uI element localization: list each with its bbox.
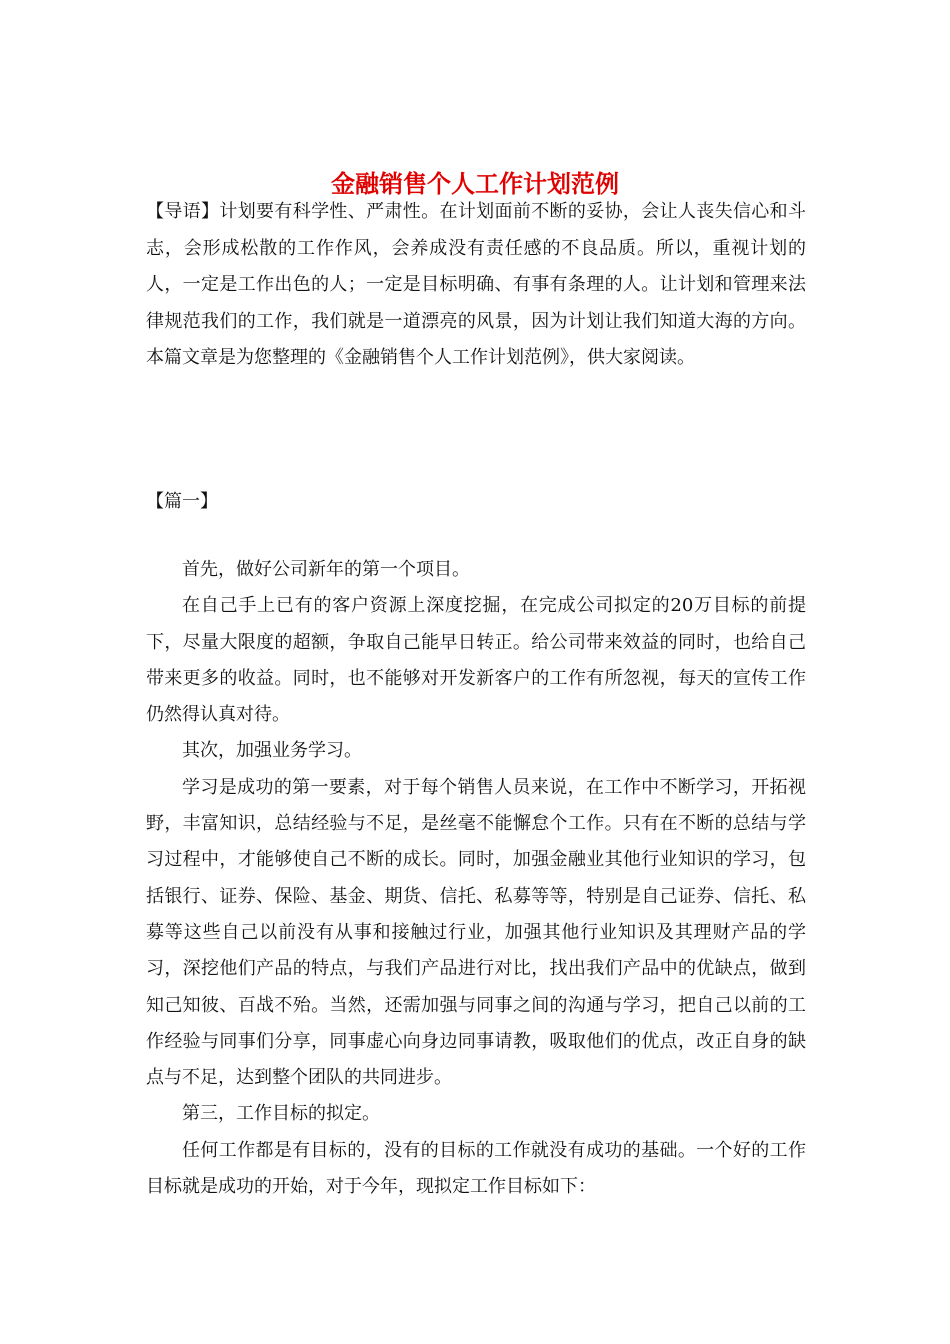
body-text xyxy=(146,552,806,1205)
body-paragraph: 首先，做好公司新年的第一个项目。 xyxy=(182,559,470,580)
body-paragraph: 学习是成功的第一要素，对于每个销售人员来说，在工作中不断学习，开拓视野，丰富知识，总结经验与不足，是丝毫不能懈怠个工作。只有在不断的总结与学习过程中，才能够使自己不断的成长。同时，加强金融业其他行业知识的学习，包括银行、证券、保险、基金、期货、信托、私募等等，特别是自己证券、信托、私募等这些自己以前没有从事和接触过行业，加强其他行业知识及其理财产品的学习，深挖他们产品的特点，与我们产品进行对比，找出我们产品中的优缺点，做到知己知彼、百战不殆。当然，还需加强与同事之间的沟通与学习，把自己以前的工作经验与同事们分享，同事虚心向身边同事请教，吸取他们的优点，改正自身的缺点与不足，达到整个团队的共同进步。 xyxy=(146,776,806,1089)
body-paragraph: 任何工作都是有目标的，没有的目标的工作就没有成功的基础。一个好的工作目标就是成功的开始，对于今年，现拟定工作目标如下： xyxy=(146,1139,806,1198)
body-paragraph: 其次，加强业务学习。 xyxy=(182,740,362,762)
body-paragraph: 第三，工作目标的拟定。 xyxy=(182,1103,380,1125)
document-title: 金融销售个人工作计划范例 xyxy=(331,169,619,199)
section-heading: 【篇一】 xyxy=(146,491,218,512)
intro-paragraph: 【导语】计划要有科学性、严肃性。在计划面前不断的妥协，会让人丧失信心和斗志，会形成松散的工作作风，会养成没有责任感的不良品质。所以，重视计划的人，一定是工作出色的人；一定是目标明确、有事有条理的人。让计划和管理来法律规范我们的工作，我们就是一道漂亮的风景，因为计划让我们知道大海的方向。本篇文章是为您整理的《金融销售个人工作计划范例》，供大家阅读。 xyxy=(146,201,806,368)
body-paragraph: 在自己手上已有的客户资源上深度挖掘，在完成公司拟定的20万目标的前提下，尽量大限度的超额，争取自己能早日转正。给公司带来效益的同时，也给自己带来更多的收益。同时，也不能够对开发新客户的工作有所忽视，每天的宣传工作仍然得认真对待。 xyxy=(146,595,806,726)
